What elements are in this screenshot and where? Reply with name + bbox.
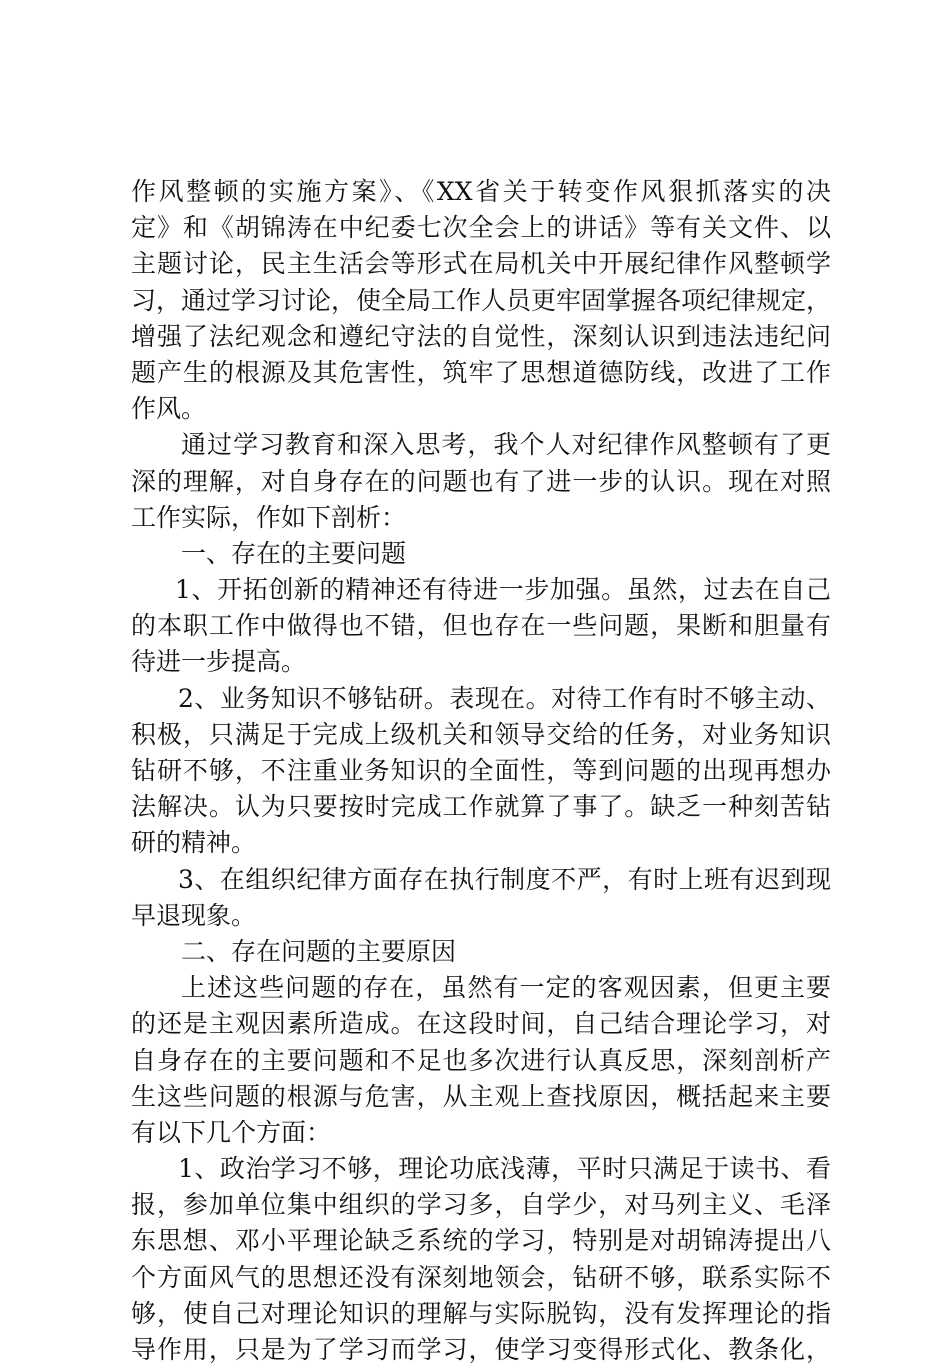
text-line: 研的精神。 bbox=[131, 828, 257, 858]
text-line: 积极，只满足于完成上级机关和领导交给的任务，对业务知识 bbox=[131, 719, 831, 749]
text-line: 增强了法纪观念和遵纪守法的自觉性，深刻认识到违法违纪问 bbox=[131, 321, 831, 351]
text-line: 工作实际，作如下剖析： bbox=[131, 502, 407, 532]
text-line: 1、政治学习不够，理论功底浅薄，平时只满足于读书、看 bbox=[178, 1154, 831, 1184]
text-line: 主题讨论，民主生活会等形式在局机关中开展纪律作风整顿学 bbox=[131, 249, 831, 279]
text-line: 作风。 bbox=[131, 394, 207, 424]
text-line: 的本职工作中做得也不错，但也存在一些问题，果断和胆量有 bbox=[131, 611, 831, 641]
text-line: 东思想、邓小平理论缺乏系统的学习，特别是对胡锦涛提出八 bbox=[131, 1226, 831, 1256]
text-line: 定》和《胡锦涛在中纪委七次全会上的讲话》等有关文件、以 bbox=[131, 213, 831, 243]
text-line: 生这些问题的根源与危害，从主观上查找原因，概括起来主要 bbox=[131, 1081, 831, 1111]
text-line: 够，使自己对理论知识的理解与实际脱钩，没有发挥理论的指 bbox=[131, 1298, 831, 1328]
text-line: 早退现象。 bbox=[131, 900, 257, 930]
text-line: 个方面风气的思想还没有深刻地领会，钻研不够，联系实际不 bbox=[131, 1262, 831, 1292]
text-line: 3、在组织纪律方面存在执行制度不严，有时上班有迟到现 bbox=[178, 864, 831, 894]
text-line: 2、业务知识不够钻研。表现在。对待工作有时不够主动、 bbox=[178, 683, 831, 713]
text-line: 有以下几个方面： bbox=[131, 1117, 332, 1147]
text-line: 待进一步提高。 bbox=[131, 647, 307, 677]
document-body bbox=[131, 174, 831, 1368]
text-line: 深的理解，对自身存在的问题也有了进一步的认识。现在对照 bbox=[131, 466, 831, 496]
section-heading: 一、存在的主要问题 bbox=[181, 538, 407, 568]
text-line: 自身存在的主要问题和不足也多次进行认真反思，深刻剖析产 bbox=[131, 1045, 831, 1075]
text-line: 上述这些问题的存在，虽然有一定的客观因素，但更主要 bbox=[181, 973, 831, 1003]
section-heading: 二、存在问题的主要原因 bbox=[181, 936, 457, 966]
text-line: 报，参加单位集中组织的学习多，自学少，对马列主义、毛泽 bbox=[131, 1190, 831, 1220]
text-line: 题产生的根源及其危害性，筑牢了思想道德防线，改进了工作 bbox=[131, 357, 831, 387]
text-line: 导作用，只是为了学习而学习，使学习变得形式化、教条化， bbox=[131, 1335, 831, 1364]
text-line: 法解决。认为只要按时完成工作就算了事了。缺乏一种刻苦钻 bbox=[131, 792, 831, 822]
text-line: 习，通过学习讨论，使全局工作人员更牢固掌握各项纪律规定， bbox=[131, 285, 832, 315]
text-line: 通过学习教育和深入思考，我个人对纪律作风整顿有了更 bbox=[181, 430, 831, 460]
text-line: 作风整顿的实施方案》、《XX省关于转变作风狠抓落实的决 bbox=[131, 177, 831, 206]
text-line: 的还是主观因素所造成。在这段时间，自己结合理论学习，对 bbox=[131, 1009, 831, 1039]
text-line: 1、开拓创新的精神还有待进一步加强。虽然，过去在自己 bbox=[175, 575, 831, 605]
text-line: 钻研不够，不注重业务知识的全面性，等到问题的出现再想办 bbox=[131, 756, 831, 785]
